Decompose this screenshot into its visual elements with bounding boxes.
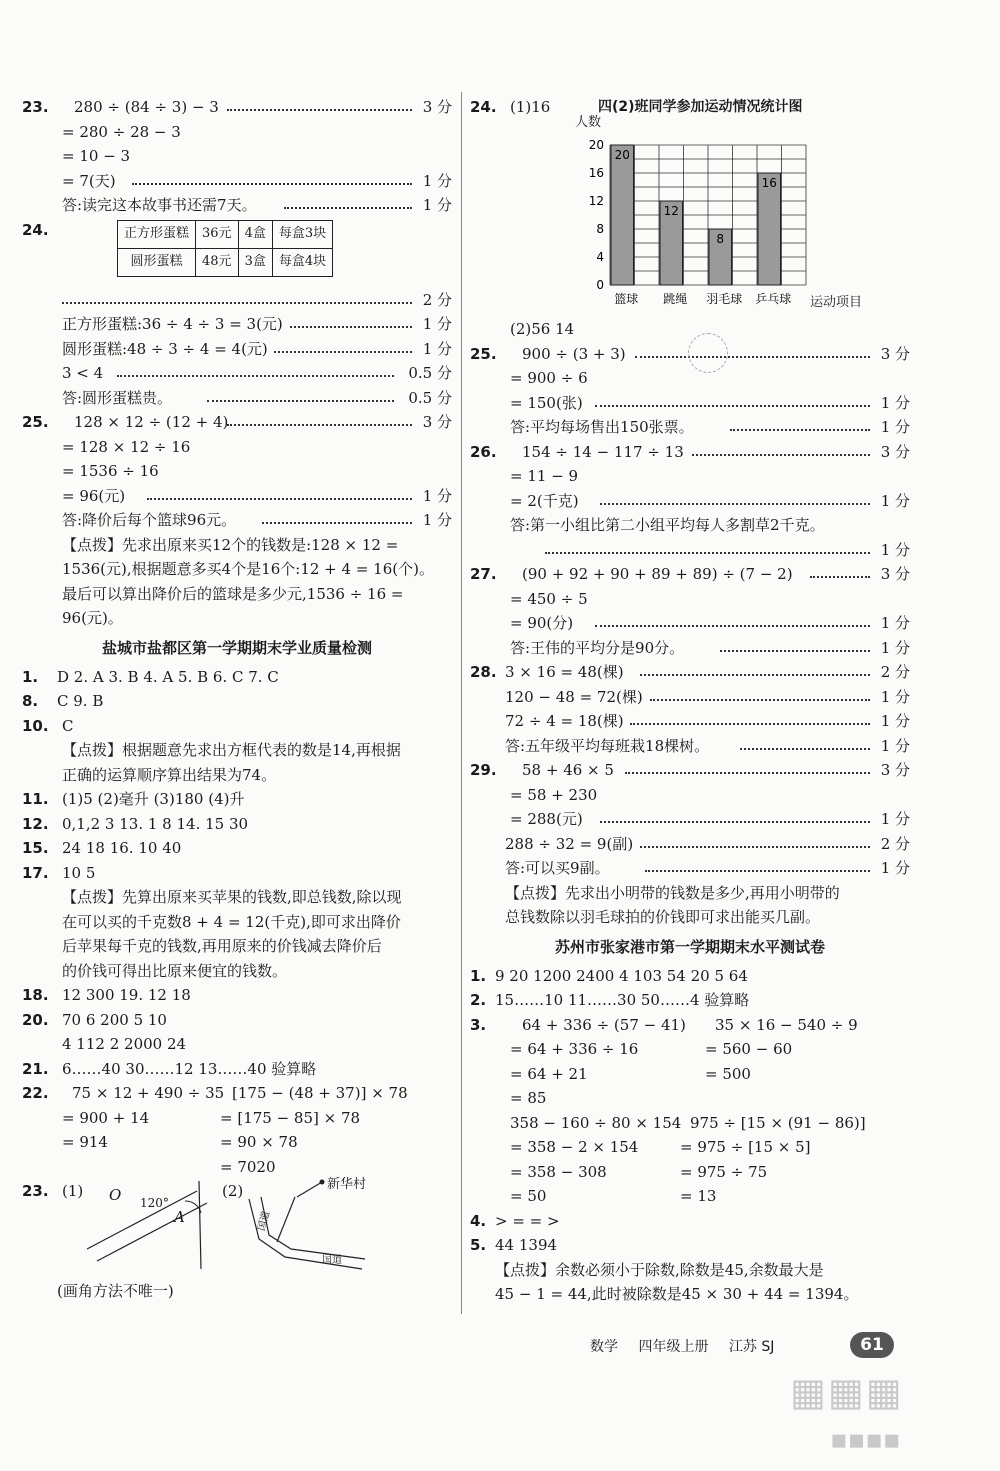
expr: = 13 <box>680 1187 717 1205</box>
tip-line: 【点拨】根据题意先求出方框代表的数是14,再根据 <box>62 741 401 759</box>
expr: = 900 + 14 <box>62 1108 150 1127</box>
dot-leader <box>147 498 412 500</box>
watermark-logo: ▪▪▪▪ <box>830 1425 901 1455</box>
score: 3 分 <box>880 442 910 461</box>
expr: = 150(张) <box>510 393 583 412</box>
bar-chart <box>578 137 818 317</box>
table-cell: 48元 <box>196 248 239 276</box>
x-category-label: 乒乓球 <box>755 292 792 306</box>
score: 1 分 <box>880 614 910 632</box>
expr: = 914 <box>62 1133 108 1151</box>
answer: (2)56 14 <box>510 320 575 338</box>
score: 1 分 <box>880 540 910 559</box>
answer: 答:王伟的平均分是90分。 <box>510 638 685 657</box>
dot-leader <box>207 400 394 402</box>
y-tick-label: 4 <box>596 250 604 264</box>
cake-table <box>117 220 333 277</box>
q24-chart-block <box>470 95 910 317</box>
tip-line: 最后可以算出降价后的篮球是多少元,1536 ÷ 16 = <box>62 584 404 603</box>
dot-leader <box>645 870 870 872</box>
answer: 12 300 19. 12 18 <box>62 986 191 1004</box>
tip-line: 【点拨】先求出原来买12个的钱数是:128 × 12 = <box>62 535 399 554</box>
expr: = 50 <box>510 1187 547 1205</box>
score: 0.5 分 <box>408 388 452 407</box>
expr: = 128 × 12 ÷ 16 <box>62 437 191 456</box>
tip-line: 在可以买的千克数8 + 4 = 12(千克),即可求出降价 <box>62 912 401 931</box>
x-category-label: 篮球 <box>614 292 639 306</box>
answer: 答:读完这本故事书还需7天。 <box>62 196 257 214</box>
answer: 9 20 1200 2400 4 103 54 20 5 64 <box>495 966 748 985</box>
expr: 120 − 48 = 72(棵) <box>505 687 643 706</box>
score: 3 分 <box>880 344 910 363</box>
answer: C 9. B <box>57 692 104 710</box>
footer-edition: 江苏 SJ <box>728 1339 775 1355</box>
village-label: 新华村 <box>327 1177 367 1192</box>
score: 1 分 <box>880 491 910 510</box>
dot-leader <box>730 429 870 431</box>
y-tick-label: 12 <box>588 194 604 208</box>
expr: = 975 ÷ 75 <box>680 1162 768 1181</box>
answer: 答:降价后每个篮球96元。 <box>62 511 237 529</box>
q22-number: 22. <box>22 1084 49 1102</box>
tip-line: 总钱数除以羽毛球拍的价钱即可求出能买几副。 <box>505 908 821 926</box>
tip-line: 后苹果每千克的钱数,再用原来的价钱减去降价后 <box>62 937 382 955</box>
expr: 75 × 12 + 490 ÷ 35 <box>72 1084 225 1102</box>
q24-number: 24. <box>470 98 497 116</box>
q-number: 20. <box>22 1010 49 1029</box>
expr: = 58 + 230 <box>510 785 598 804</box>
score: 1 分 <box>422 315 452 333</box>
score: 1 分 <box>422 339 452 358</box>
part-label: (1) <box>62 1182 84 1200</box>
point-label: A <box>174 1208 185 1226</box>
q-number: 5. <box>470 1236 487 1254</box>
expr: = 500 <box>705 1064 751 1083</box>
score: 2 分 <box>880 834 910 853</box>
score: 1 分 <box>880 687 910 706</box>
expr: = [175 − 85] × 78 <box>220 1108 361 1127</box>
left-column <box>22 95 452 1304</box>
expr: = 358 − 2 × 154 <box>510 1138 639 1156</box>
dot-leader <box>595 625 870 627</box>
table-cell: 3盒 <box>238 248 272 276</box>
score: 1 分 <box>422 171 452 190</box>
expr: 正方形蛋糕:36 ÷ 4 ÷ 3 = 3(元) <box>62 315 283 333</box>
score: 1 分 <box>880 859 910 877</box>
q-number: 18. <box>22 986 49 1004</box>
expr: = 280 ÷ 28 − 3 <box>62 122 181 141</box>
dot-leader <box>274 351 412 353</box>
point-label: O <box>109 1186 122 1204</box>
expr: 280 ÷ (84 ÷ 3) − 3 <box>74 98 219 116</box>
dot-leader <box>810 576 870 578</box>
expr: = 975 ÷ [15 × 5] <box>680 1138 811 1156</box>
y-tick-label: 8 <box>596 222 604 236</box>
q-number: 8. <box>22 692 39 710</box>
score: 1 分 <box>422 511 452 529</box>
expr: (90 + 92 + 90 + 89 + 89) ÷ (7 − 2) <box>522 565 793 583</box>
dot-leader <box>227 109 412 111</box>
dot-leader <box>640 846 870 848</box>
tip-line: 1536(元),根据题意多买4个是16个:12 + 4 = 16(个)。 <box>62 560 434 578</box>
table-cell: 4盒 <box>238 220 272 248</box>
q29-number: 29. <box>470 761 497 779</box>
answer: > = = > <box>495 1211 560 1230</box>
right-column <box>470 95 910 1307</box>
expr: = 7020 <box>220 1157 276 1176</box>
q24-block <box>22 218 452 288</box>
answer: 答:第一小组比第二小组平均每人多割草2千克。 <box>510 516 825 534</box>
q-number: 10. <box>22 716 49 735</box>
q23-drawings <box>22 1179 452 1279</box>
expr: = 900 ÷ 6 <box>510 369 588 387</box>
road-label: 国道 <box>256 1209 273 1233</box>
answer: 答:可以买9副。 <box>505 859 610 877</box>
q-number: 17. <box>22 863 49 882</box>
y-tick-label: 0 <box>596 278 604 292</box>
score: 3 分 <box>880 761 910 779</box>
chart-xlabel: 运动项目 <box>810 295 863 310</box>
expr: 154 ÷ 14 − 117 ÷ 13 <box>522 442 684 461</box>
score: 1 分 <box>880 393 910 412</box>
expr: 288 ÷ 32 = 9(副) <box>505 834 634 853</box>
expr: 64 + 336 ÷ (57 − 41) <box>522 1015 686 1034</box>
q-number: 15. <box>22 839 49 857</box>
score: 2 分 <box>422 290 452 309</box>
bar <box>611 145 634 285</box>
expr: = 11 − 9 <box>510 467 579 485</box>
q26-number: 26. <box>470 442 497 461</box>
dot-leader <box>290 326 412 328</box>
expr: 900 ÷ (3 + 3) <box>522 344 626 363</box>
q23-number: 23. <box>22 1182 49 1200</box>
answer: 0,1,2 3 13. 1 8 14. 15 30 <box>62 814 249 833</box>
answer: C <box>62 716 74 735</box>
table-cell: 正方形蛋糕 <box>118 220 196 248</box>
q-number: 1. <box>22 667 39 686</box>
q28-number: 28. <box>470 663 497 681</box>
answer: (1)16 <box>510 98 551 116</box>
tip-line: 正确的运算顺序算出结果为74。 <box>62 765 277 784</box>
q-number: 2. <box>470 991 487 1009</box>
expr: = 560 − 60 <box>705 1040 793 1058</box>
answer: 10 5 <box>62 863 96 882</box>
expr: 975 ÷ [15 × (91 − 86)] <box>690 1113 866 1132</box>
watermark-logo: ▦▦▦ <box>790 1370 904 1414</box>
score: 0.5 分 <box>408 364 452 382</box>
tip-line: 【点拨】余数必须小于除数,除数是45,余数最大是 <box>495 1260 824 1279</box>
answer: 24 18 16. 10 40 <box>62 839 182 857</box>
answer: 答:圆形蛋糕贵。 <box>62 388 173 407</box>
score: 3 分 <box>880 565 910 583</box>
q-number: 4. <box>470 1211 487 1230</box>
dot-leader <box>630 723 870 725</box>
footer-grade: 四年级上册 <box>638 1339 709 1355</box>
expr: = 64 + 21 <box>510 1064 588 1083</box>
dot-leader <box>227 424 412 426</box>
q25-number: 25. <box>470 344 497 363</box>
y-tick-label: 20 <box>588 138 604 152</box>
expr: 128 × 12 ÷ (12 + 4) <box>74 413 229 431</box>
road-label: 国道 <box>322 1255 342 1266</box>
dot-leader <box>284 207 412 209</box>
score: 1 分 <box>880 810 910 828</box>
expr: = 450 ÷ 5 <box>510 589 588 608</box>
expr: [175 − (48 + 37)] × 78 <box>232 1084 408 1102</box>
q-number: 3. <box>470 1015 487 1034</box>
tip-line: 【点拨】先求出小明带的钱数是多少,再用小明带的 <box>505 883 840 902</box>
answer: 44 1394 <box>495 1236 558 1254</box>
x-category-label: 羽毛球 <box>706 292 743 306</box>
score: 1 分 <box>880 712 910 730</box>
score: 1 分 <box>880 418 910 436</box>
part-label: (2) <box>222 1182 244 1200</box>
dot-leader <box>262 522 412 524</box>
expr: = 90(分) <box>510 614 574 632</box>
expr: 3 < 4 <box>62 364 104 382</box>
table-cell: 36元 <box>196 220 239 248</box>
column-divider <box>461 92 462 1314</box>
q24-number: 24. <box>22 220 49 239</box>
bar-value-label: 12 <box>663 204 679 218</box>
expr: 圆形蛋糕:48 ÷ 3 ÷ 4 = 4(元) <box>62 339 268 358</box>
dot-leader <box>117 375 394 377</box>
answer: D 2. A 3. B 4. A 5. B 6. C 7. C <box>57 667 279 686</box>
answer: 70 6 200 5 10 <box>62 1010 167 1029</box>
expr: 358 − 160 ÷ 80 × 154 <box>510 1113 682 1132</box>
expr: = 288(元) <box>510 810 583 828</box>
dot-leader <box>635 356 870 358</box>
score: 1 分 <box>422 196 452 214</box>
dot-leader <box>132 183 412 185</box>
tip-line: 45 − 1 = 44,此时被除数是45 × 30 + 44 = 1394。 <box>495 1285 859 1303</box>
dot-leader <box>545 552 870 554</box>
score: 3 分 <box>422 413 452 431</box>
expr: 72 ÷ 4 = 18(棵) <box>505 712 624 730</box>
section-title: 盐城市盐都区第一学期期末学业质量检测 <box>101 638 372 657</box>
expr: 58 + 46 × 5 <box>522 761 614 779</box>
expr: 3 × 16 = 48(棵) <box>505 663 624 681</box>
dot-leader <box>600 503 870 505</box>
expr: = 85 <box>510 1089 547 1107</box>
page-footer <box>590 1336 790 1356</box>
table-cell: 每盒3块 <box>272 220 332 248</box>
answer: 答:平均每场售出150张票。 <box>510 418 694 436</box>
q27-number: 27. <box>470 565 497 583</box>
chart-title: 四(2)班同学参加运动情况统计图 <box>598 99 803 115</box>
footer-subject: 数学 <box>590 1339 618 1355</box>
page-number: 61 <box>850 1332 894 1358</box>
table-cell: 圆形蛋糕 <box>118 248 196 276</box>
answer: (1)5 (2)毫升 (3)180 (4)升 <box>62 790 245 808</box>
answer: 答:五年级平均每班栽18棵树。 <box>505 736 710 755</box>
expr: 35 × 16 − 540 ÷ 9 <box>715 1015 858 1034</box>
expr: = 90 × 78 <box>220 1133 298 1151</box>
y-tick-label: 16 <box>588 166 604 180</box>
score: 1 分 <box>422 486 452 505</box>
bar-value-label: 8 <box>716 232 725 246</box>
score: 1 分 <box>880 736 910 755</box>
bar-value-label: 16 <box>761 176 777 190</box>
score: 3 分 <box>422 98 452 116</box>
section-title: 苏州市张家港市第一学期期末水平测试卷 <box>554 937 825 956</box>
q-number: 21. <box>22 1059 49 1078</box>
x-category-label: 跳绳 <box>663 292 688 306</box>
tip-line: 的价钱可得出比原来便宜的钱数。 <box>62 961 288 980</box>
q23-line1 <box>22 95 452 120</box>
note: (画角方法不唯一) <box>57 1282 174 1300</box>
expr: = 358 − 308 <box>510 1162 607 1181</box>
q25-number: 25. <box>22 413 49 431</box>
score: 1 分 <box>880 638 910 657</box>
tip-line: 96(元)。 <box>62 609 123 627</box>
dot-leader <box>640 674 870 676</box>
answer: 15……10 11……30 50……4 验算略 <box>495 991 750 1009</box>
dot-leader <box>692 454 870 456</box>
dot-leader <box>650 699 870 701</box>
dot-leader <box>600 821 870 823</box>
dot-leader <box>625 772 870 774</box>
tip-line: 【点拨】先算出原来买苹果的钱数,即总钱数,除以现 <box>62 888 402 906</box>
expr: = 10 − 3 <box>62 147 131 165</box>
dot-leader <box>720 650 870 652</box>
expr: = 1536 ÷ 16 <box>62 462 159 480</box>
dot-leader <box>62 302 412 304</box>
q-number: 12. <box>22 814 49 833</box>
expr: = 64 + 336 ÷ 16 <box>510 1040 639 1058</box>
expr: = 2(千克) <box>510 491 579 510</box>
dot-leader <box>595 405 870 407</box>
bar-value-label: 20 <box>614 148 630 162</box>
dot-leader <box>740 748 870 750</box>
score: 2 分 <box>880 663 910 681</box>
expr: = 7(天) <box>62 171 116 190</box>
answer: 6……40 30……12 13……40 验算略 <box>62 1059 317 1078</box>
table-cell: 每盒4块 <box>272 248 332 276</box>
angle-label: 120° <box>140 1196 169 1210</box>
chart-ylabel: 人数 <box>575 115 602 130</box>
answer: 4 112 2 2000 24 <box>62 1035 187 1053</box>
q-number: 1. <box>470 966 487 985</box>
q-number: 11. <box>22 790 49 808</box>
q23-number: 23. <box>22 98 49 116</box>
expr: = 96(元) <box>62 486 126 505</box>
stamp-image <box>688 333 728 373</box>
